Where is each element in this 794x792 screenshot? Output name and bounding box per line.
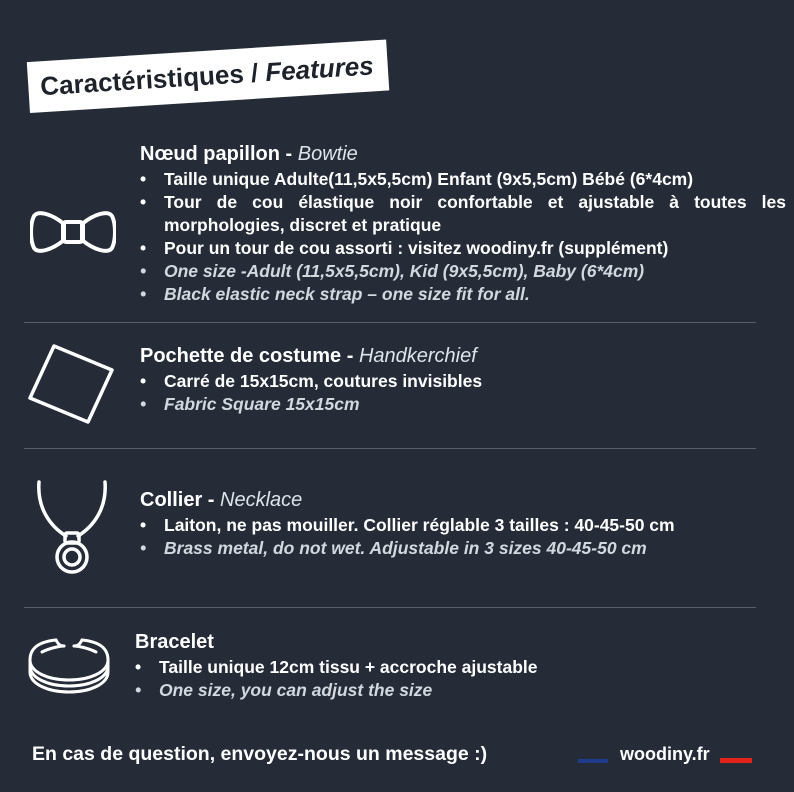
- handkerchief-features-list: [140, 370, 780, 416]
- banner-title-en: Features: [264, 50, 375, 88]
- list-item: • One size, you can adjust the size: [135, 679, 775, 702]
- banner-title-fr: Caractéristiques /: [39, 57, 267, 102]
- bowtie-icon: [30, 208, 116, 256]
- features-banner: [27, 40, 389, 113]
- list-item: • Tour de cou élastique noir confortable et ajustable à toutes les morphologies, discret et pratique: [140, 191, 786, 237]
- brand-logo: [578, 744, 752, 765]
- list-item: • Taille unique Adulte(11,5x5,5cm) Enfant (9x5,5cm) Bébé (6*4cm): [140, 168, 786, 191]
- necklace-icon: [34, 478, 110, 578]
- section-divider: [24, 607, 756, 608]
- list-item: • Laiton, ne pas mouiller. Collier réglable 3 tailles : 40-45-50 cm: [140, 514, 780, 537]
- brand-name: woodiny.fr: [620, 744, 710, 764]
- section-divider: [24, 322, 756, 323]
- bracelet-section: [135, 631, 775, 702]
- contact-message: En cas de question, envoyez-nous un message :): [32, 743, 488, 765]
- bowtie-title: Nœud papillon - Bowtie: [140, 143, 358, 165]
- handkerchief-section: [140, 345, 780, 416]
- list-item: • One size -Adult (11,5x5,5cm), Kid (9x5,5cm), Baby (6*4cm): [140, 260, 786, 283]
- bowtie-section: [140, 143, 786, 306]
- list-item: • Taille unique 12cm tissu + accroche ajustable: [135, 656, 775, 679]
- flag-red-stripe: [720, 758, 752, 763]
- list-item: • Black elastic neck strap – one size fit for all.: [140, 283, 786, 306]
- list-item: • Carré de 15x15cm, coutures invisibles: [140, 370, 780, 393]
- bowtie-features-list: [140, 168, 786, 306]
- section-divider: [24, 448, 756, 449]
- flag-blue-stripe: [578, 759, 608, 763]
- necklace-features-list: [140, 514, 780, 560]
- list-item: • Pour un tour de cou assorti : visitez woodiny.fr (supplément): [140, 237, 786, 260]
- bracelet-title: Bracelet: [135, 631, 214, 653]
- list-item: • Fabric Square 15x15cm: [140, 393, 780, 416]
- handkerchief-icon: [26, 340, 118, 426]
- necklace-section: [140, 489, 780, 560]
- necklace-title: Collier - Necklace: [140, 489, 303, 511]
- bracelet-features-list: [135, 656, 775, 702]
- handkerchief-title: Pochette de costume - Handkerchief: [140, 345, 477, 367]
- list-item: • Brass metal, do not wet. Adjustable in 3 sizes 40-45-50 cm: [140, 537, 780, 560]
- bracelet-icon: [26, 630, 112, 696]
